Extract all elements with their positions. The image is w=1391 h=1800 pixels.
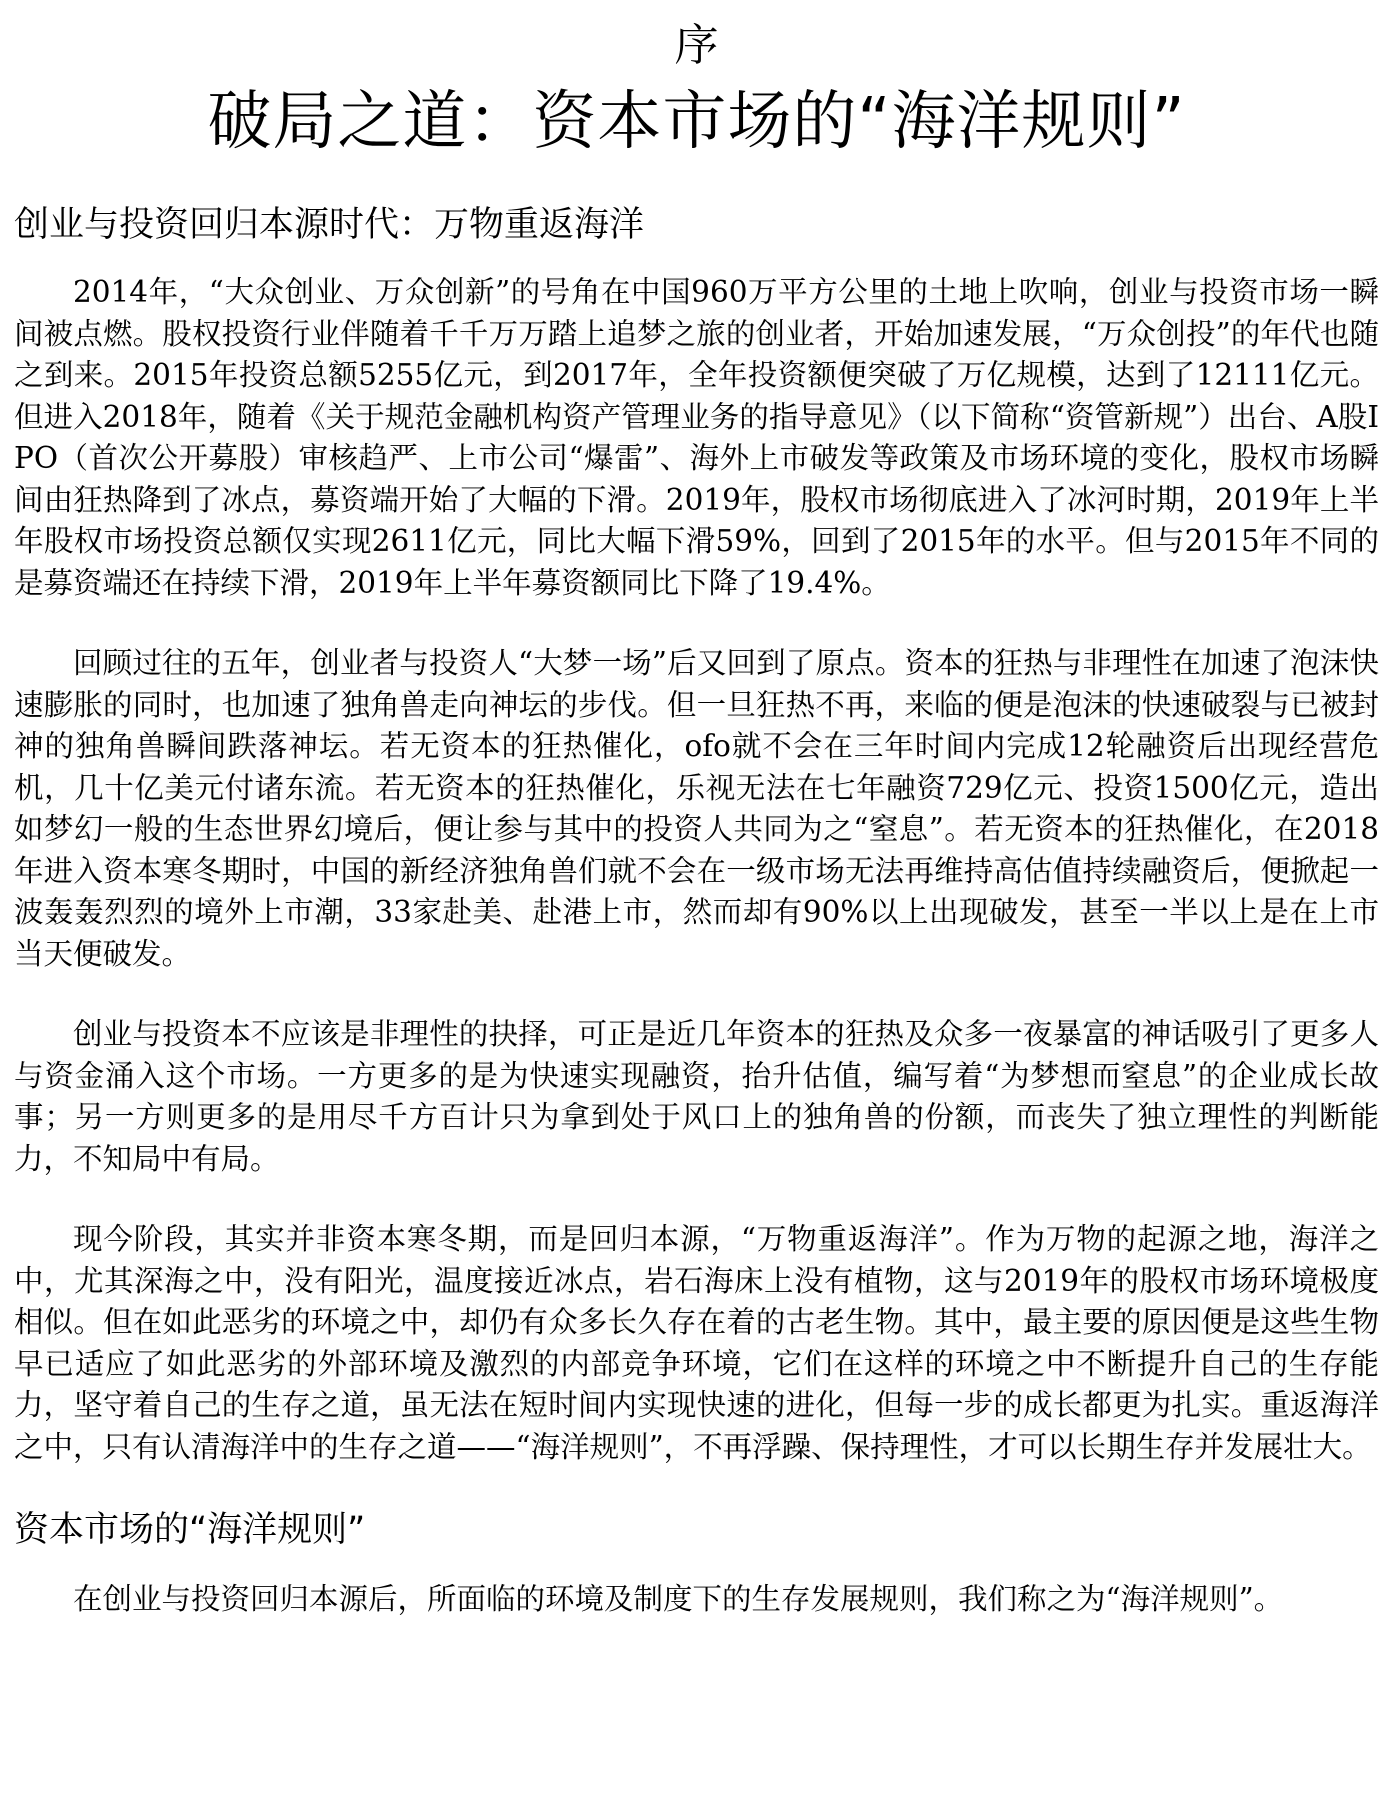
section-heading: 资本市场的“海洋规则” bbox=[14, 1510, 366, 1550]
paragraph: 回顾过往的五年，创业者与投资人“大梦一场”后又回到了原点。资本的狂热与非理性在加速了泡沫快速膨胀的同时，也加速了独角兽走向神坛的步伐。但一旦狂热不再，来临的便是泡沫的快速破裂与已被封神的独角兽瞬间跌落神坛。若无资本的狂热催化，ofo就不会在三年时间内完成12轮融资后出现经营危机，几十亿美元付诸东流。若无资本的狂热催化，乐视无法在七年融资729亿元、投资1500亿元，造出如梦幻一般的生态世界幻境后，便让参与其中的投资人共同为之“窒息”。若无资本的狂热催化，在2018年进入资本寒冬期时，中国的新经济独角兽们就不会在一级市场无法再维持高估值持续融资后，便掀起一波轰轰烈烈的境外上市潮，33家赴美、赴港上市，然而却有90%以上出现破发，甚至一半以上是在上市当天便破发。 bbox=[14, 646, 1379, 971]
paragraph: 在创业与投资回归本源后，所面临的环境及制度下的生存发展规则，我们称之为“海洋规则”。 bbox=[73, 1582, 1284, 1616]
page-title: 破局之道：资本市场的“海洋规则” bbox=[207, 85, 1186, 159]
paragraph: 创业与投资本不应该是非理性的抉择，可正是近几年资本的狂热及众多一夜暴富的神话吸引了更多人与资金涌入这个市场。一方更多的是为快速实现融资，抬升估值，编写着“为梦想而窒息”的企业成长故事；另一方则更多的是用尽千方百计只为拿到处于风口上的独角兽的份额，而丧失了独立理性的判断能力，不知局中有局。 bbox=[14, 1017, 1379, 1176]
section-ocean-rules bbox=[14, 1507, 1379, 1621]
section-return-to-ocean bbox=[14, 202, 1379, 1468]
paragraph: 现今阶段，其实并非资本寒冬期，而是回归本源，“万物重返海洋”。作为万物的起源之地，海洋之中，尤其深海之中，没有阳光，温度接近冰点，岩石海床上没有植物，这与2019年的股权市场环境极度相似。但在如此恶劣的环境之中，却仍有众多长久存在着的古老生物。其中，最主要的原因便是这些生物早已适应了如此恶劣的外部环境及激烈的内部竞争环境，它们在这样的环境之中不断提升自己的生存能力，坚守着自己的生存之道，虽无法在短时间内实现快速的进化，但每一步的成长都更为扎实。重返海洋之中，只有认清海洋中的生存之道——“海洋规则”，不再浮躁、保持理性，才可以长期生存并发展壮大。 bbox=[14, 1222, 1379, 1464]
preface-mark: 序 bbox=[674, 20, 719, 71]
section-heading: 创业与投资回归本源时代：万物重返海洋 bbox=[14, 205, 645, 245]
paragraph: 2014年，“大众创业、万众创新”的号角在中国960万平方公里的土地上吹响，创业与投资市场一瞬间被点燃。股权投资行业伴随着千千万万踏上追梦之旅的创业者，开始加速发展，“万众创投”的年代也随之到来。2015年投资总额5255亿元，到2017年，全年投资额便突破了万亿规模，达到了12111亿元。但进入2018年，随着《关于规范金融机构资产管理业务的指导意见》（以下简称“资管新规”）出台、A股IPO（首次公开募股）审核趋严、上市公司“爆雷”、海外上市破发等政策及市场环境的变化，股权市场瞬间由狂热降到了冰点，募资端开始了大幅的下滑。2019年，股权市场彻底进入了冰河时期，2019年上半年股权市场投资总额仅实现2611亿元，同比大幅下滑59%，回到了2015年的水平。但与2015年不同的是募资端还在持续下滑，2019年上半年募资额同比下降了19.4%。 bbox=[14, 275, 1379, 600]
